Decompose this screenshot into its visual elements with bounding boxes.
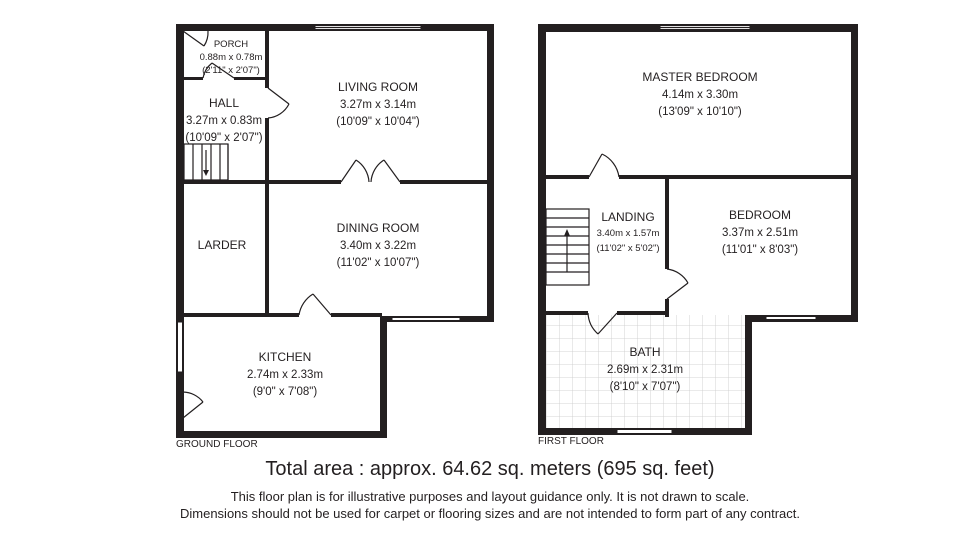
dining-room-window [392, 318, 460, 321]
living-room-metric: 3.27m x 3.14m [339, 99, 417, 111]
ff-right-wall [851, 24, 858, 322]
master-bedroom-imperial: (13'09" x 10'10") [658, 106, 742, 118]
larder-kitchen-wall [184, 313, 299, 317]
landing-bath-wall-left [546, 311, 588, 315]
ground-floor-label: GROUND FLOOR [176, 439, 258, 450]
master-bedroom-metric: 4.14m x 3.30m [661, 89, 739, 101]
bath-imperial: (8'10" x 7'07") [609, 381, 681, 393]
gf-kitchen-right-wall [380, 316, 387, 438]
hall-name: HALL [208, 96, 240, 110]
landing-bath-wall-right [617, 311, 669, 315]
bedroom-window [766, 317, 816, 320]
bedroom-name: BEDROOM [728, 208, 792, 222]
kitchen-imperial: (9'0" x 7'08") [252, 386, 318, 398]
ground-floor-plan [176, 24, 494, 450]
bedroom-metric: 3.37m x 2.51m [721, 227, 799, 239]
dining-room-name: DINING ROOM [336, 221, 420, 235]
living-room-name: LIVING ROOM [337, 80, 419, 94]
master-bedroom-door[interactable] [589, 154, 619, 177]
gf-right-wall [487, 24, 494, 322]
living-room-imperial: (10'09" x 10'04") [336, 116, 420, 128]
hall-living-wall-upper [265, 31, 269, 88]
hall-bottom-wall [184, 180, 265, 184]
bedroom-door[interactable] [667, 269, 688, 299]
hall-metric: 3.27m x 0.83m [185, 115, 263, 127]
porch-wall-left [184, 77, 203, 80]
dining-double-doors[interactable] [341, 160, 400, 182]
disclaimer-line-1: This floor plan is for illustrative purposes and layout guidance only. It is not drawn to scale. [230, 489, 750, 504]
bath-window [617, 430, 672, 434]
kitchen-name: KITCHEN [258, 350, 312, 364]
dining-room-metric: 3.40m x 3.22m [339, 240, 417, 252]
first-floor-label: FIRST FLOOR [538, 436, 604, 447]
hall-living-wall-lower [265, 118, 269, 314]
gf-bottom-wall [176, 431, 387, 438]
landing-name: LANDING [601, 210, 655, 224]
living-dining-wall-left [269, 180, 341, 184]
master-landing-wall-left [546, 175, 589, 179]
ff-left-wall [538, 24, 546, 435]
hall-imperial: (10'09" x 2'07") [185, 132, 263, 144]
dining-room-imperial: (11'02" x 10'07") [336, 257, 420, 269]
porch-wall-right [234, 77, 265, 80]
landing-imperial: (11'02" x 5'02") [596, 243, 660, 254]
larder-name: LARDER [197, 238, 247, 252]
living-dining-wall-right [400, 180, 487, 184]
porch-name: PORCH [213, 39, 249, 50]
dining-kitchen-wall [331, 313, 382, 317]
living-room-door[interactable] [268, 88, 289, 118]
kitchen-window [178, 322, 183, 372]
total-area: Total area : approx. 64.62 sq. meters (695 sq. feet) [265, 458, 715, 480]
back-door[interactable] [183, 392, 203, 418]
kitchen-door[interactable] [299, 294, 331, 315]
bath-name: BATH [629, 345, 661, 359]
porch-metric: 0.88m x 0.78m [199, 52, 263, 63]
kitchen-metric: 2.74m x 2.33m [246, 369, 324, 381]
first-floor-plan [538, 24, 858, 447]
landing-metric: 3.40m x 1.57m [596, 228, 660, 239]
porch-imperial: (2'11" x 2'07") [202, 65, 260, 76]
master-bedroom-name: MASTER BEDROOM [642, 70, 758, 84]
front-door[interactable] [183, 31, 208, 46]
bath-metric: 2.69m x 2.31m [606, 364, 684, 376]
disclaimer-line-2: Dimensions should not be used for carpet or flooring sizes and are not intended to form part of any contract. [179, 506, 800, 521]
landing-bedroom-wall [665, 179, 669, 269]
master-landing-wall-right [619, 175, 851, 179]
ff-bath-right-wall [745, 315, 752, 435]
bedroom-imperial: (11'01" x 8'03") [721, 244, 799, 256]
gf-left-wall [176, 24, 184, 438]
